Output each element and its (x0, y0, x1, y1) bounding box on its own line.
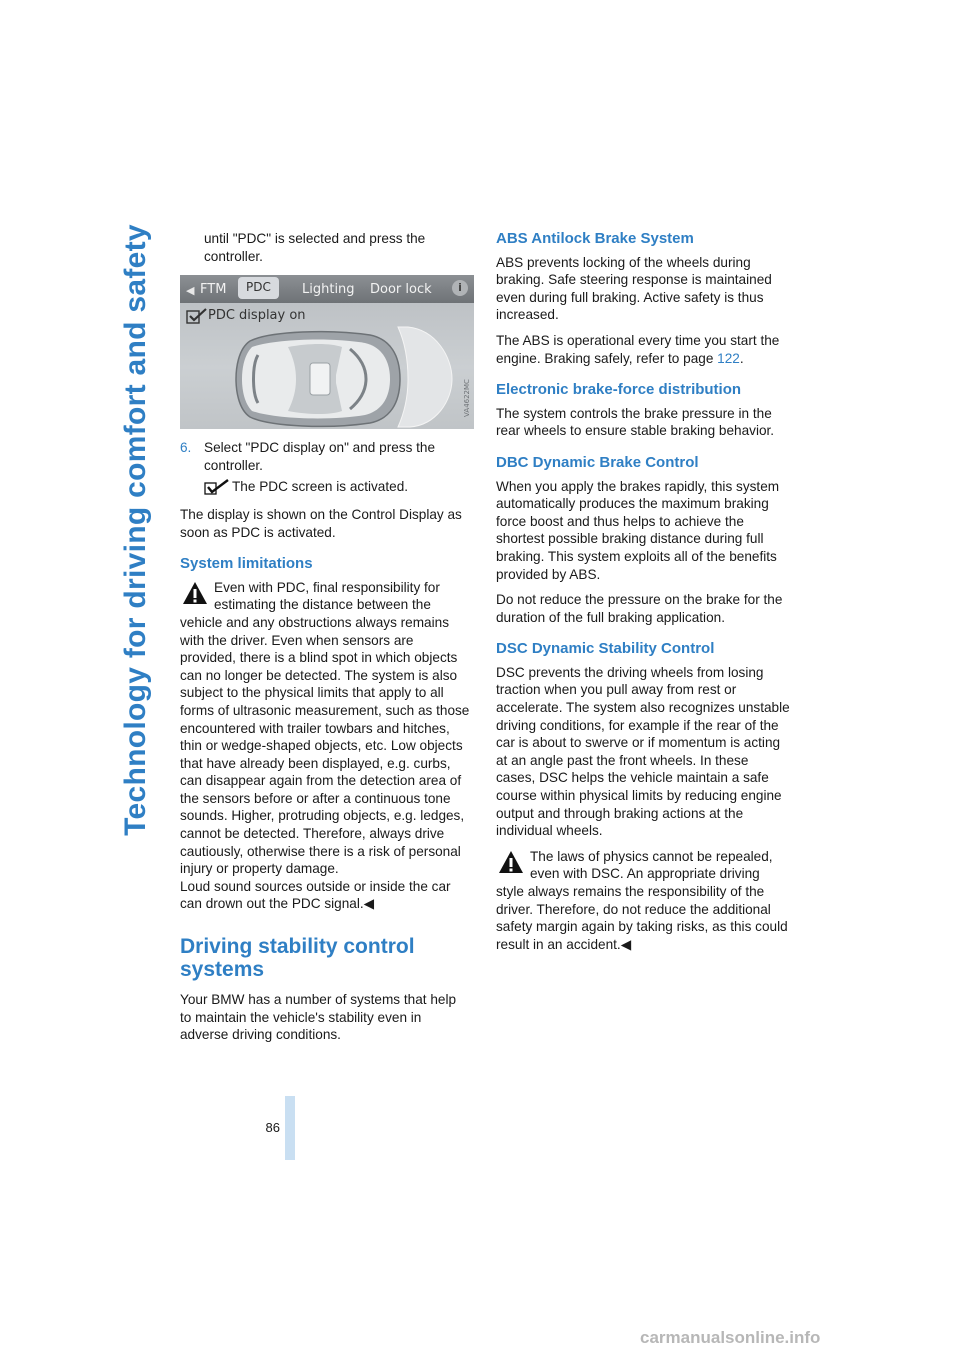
warning-system-limitations (180, 579, 470, 913)
step-result-text: The PDC screen is activated. (232, 479, 409, 495)
step-6 (180, 439, 470, 474)
heading-ebd: Electronic brake-force distribution (496, 381, 742, 399)
warning-triangle-icon (498, 850, 524, 874)
warning-dsc (496, 848, 790, 954)
warning-text: The laws of physics cannot be repealed, even with DSC. An appropriate driving style always remains the responsibility of the driver. Therefore, do not reduce the additional safety margin again by taking risks, as this could result in an accident. (496, 848, 788, 952)
pdc-screen-image (180, 275, 474, 429)
heading-system-limitations: System limitations (180, 555, 313, 573)
warning-text-2: Loud sound sources outside or inside the car can drown out the PDC signal. (180, 878, 451, 912)
chapter-side-title (112, 224, 160, 836)
info-icon: i (452, 280, 468, 296)
page-reference-link[interactable]: 122 (717, 350, 740, 366)
end-mark-icon: ◀ (620, 936, 632, 952)
step-text: Select "PDC display on" and press the controller. (204, 440, 436, 473)
heading-dbc: DBC Dynamic Brake Control (496, 453, 699, 471)
dbc-paragraph-1: When you apply the brakes rapidly, this system automatically produces the maximum braking force boost and thus helps to achieve the shortest possible braking distance during full braking. This system exploits all of the benefits provided by ABS. (496, 478, 780, 582)
watermark: carmanualsonline.info (640, 1328, 821, 1347)
warning-text: Even with PDC, final responsibility for estimating the distance between the vehicle and any obstructions always remains with the driver. Even when sensors are provided, there is a blind spot in which objects can no longer be detected. The system is also subject to the physical limits that apply to all forms of ultrasonic measurement, such as those encountered with trailer towbars and hitches, thin or wedge-shaped objects, etc. Low objects that have already been displayed, e.g. curbs, can disappear again from the detection area of the sensors before or after a continuous tone sounds. Higher, protruding objects, e.g. ledges, cannot be detected. Therefore, always drive cautiously, otherwise there is a risk of personal injury or property damage. (180, 579, 470, 877)
intro-text: until "PDC" is selected and press the controller. (204, 231, 426, 264)
ebd-paragraph: The system controls the brake pressure in the rear wheels to ensure stable braking behavior. (496, 405, 775, 439)
screen-option-pdc-display (186, 307, 306, 325)
step-number: 6. (180, 440, 192, 456)
screen-option-label: PDC display on (208, 308, 306, 324)
menu-item-pdc: PDC (238, 277, 279, 299)
abs-paragraph-1: ABS prevents locking of the wheels during braking. Safe steering response is maintained even during full braking. Active safety is thus increased. (496, 254, 772, 323)
right-column (496, 230, 790, 961)
menu-item-lighting: Lighting (302, 282, 355, 298)
menu-item-door-lock: Door lock (370, 282, 432, 298)
image-code: VA4622MC (463, 379, 472, 418)
warning-triangle-icon (182, 581, 208, 605)
driving-stability-intro: Your BMW has a number of systems that help to maintain the vehicle's stability even in adverse driving conditions. (180, 992, 457, 1043)
abs-paragraph-2: The ABS is operational every time you start the engine. Braking safely, refer to page 122. (496, 332, 780, 366)
page-number: 86 (265, 1120, 280, 1135)
checkbox-checked-icon (186, 308, 208, 324)
step-result (180, 478, 470, 496)
display-note: The display is shown on the Control Display as soon as PDC is activated. (180, 506, 462, 540)
end-mark-icon: ◀ (363, 896, 375, 912)
menu-left-arrow-icon: ◀ (186, 284, 195, 298)
chapter-title-text: Technology for driving comfort and safety (119, 224, 152, 836)
checkbox-checked-icon (204, 479, 230, 495)
page-number-bar (285, 1096, 295, 1160)
screen-menu-bar (180, 275, 474, 303)
heading-abs: ABS Antilock Brake System (496, 230, 694, 247)
dsc-paragraph-1: DSC prevents the driving wheels from losing traction when you pull away from rest or accelerate. The system also recognizes unstable driving conditions, for example if the rear of the car is about to swerve or if momentum is acting at an angle past the front wheels. In these cases, DSC helps the vehicle maintain a safe course within physical limits by reducing engine output and through braking actions at the individual wheels. (496, 664, 790, 839)
heading-dsc: DSC Dynamic Stability Control (496, 640, 715, 658)
heading-driving-stability: Driving stability control systems (180, 935, 415, 982)
left-column (180, 230, 470, 1052)
dbc-paragraph-2: Do not reduce the pressure on the brake for the duration of the full braking application. (496, 592, 783, 625)
menu-item-ftm: FTM (200, 282, 227, 298)
